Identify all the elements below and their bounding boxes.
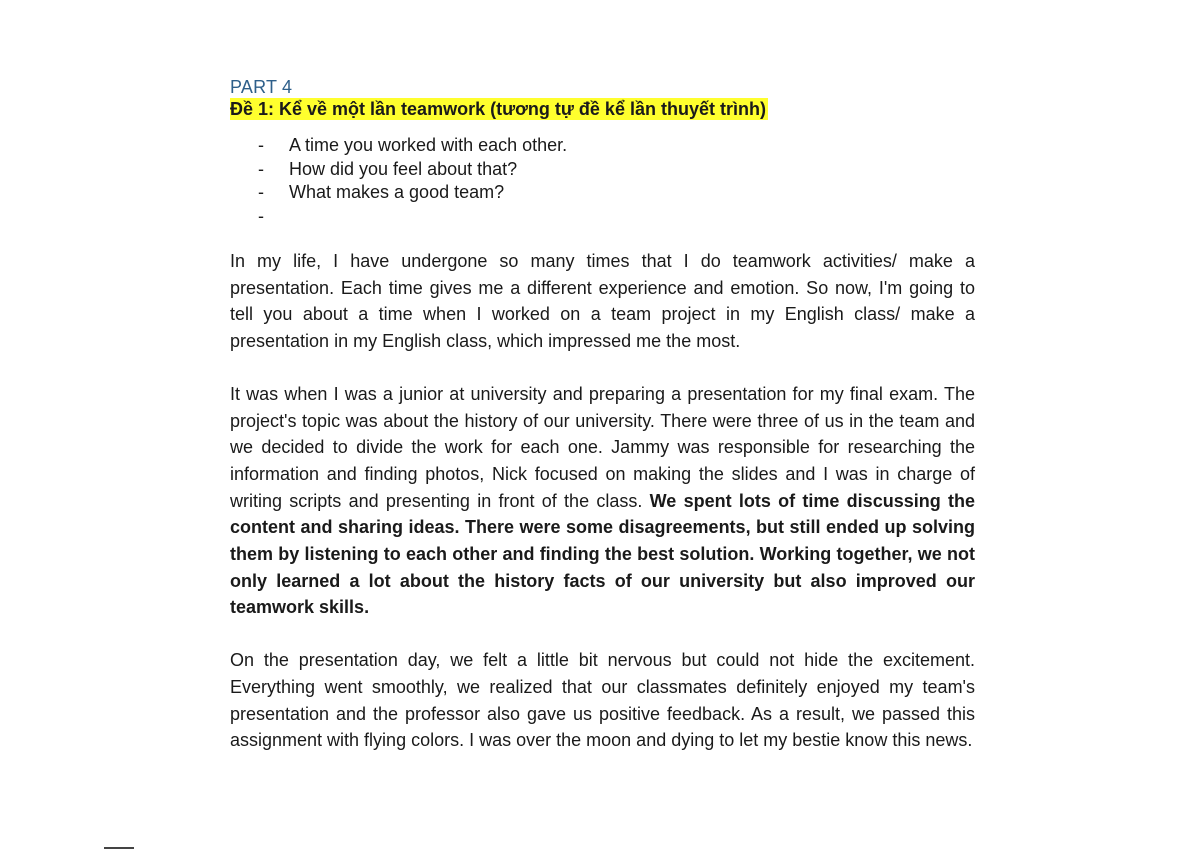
bullet-dash: - bbox=[258, 135, 264, 155]
paragraph-story-bold: We spent lots of time discussing the content and sharing ideas. There were some disagreements, but still ended up solving them by listening to each other and finding the best solution. Working together, we not only learned a lot about the history facts of our university but also improved our teamwork skills. bbox=[230, 490, 975, 618]
prompt-list bbox=[230, 134, 975, 228]
prompt-text: A time you worked with each other. bbox=[289, 135, 568, 155]
prompt-text: How did you feel about that? bbox=[289, 158, 518, 179]
prompt-text: What makes a good team? bbox=[289, 182, 505, 202]
paragraph-intro: In my life, I have undergone so many times that I do teamwork activities/ make a presentation. Each time gives me a different experience and emotion. So now, I'm going to tell you about a time when I worked on a team project in my English class/ make a presentation in my English class, which impressed me the most. bbox=[230, 251, 975, 352]
list-item bbox=[258, 181, 975, 205]
document-body bbox=[230, 76, 975, 754]
list-item bbox=[258, 205, 975, 229]
bullet-dash: - bbox=[258, 182, 264, 202]
paragraph-outcome: On the presentation day, we felt a little bit nervous but could not hide the excitement. Everything went smoothly, we realized that our classmates definitely enjoyed my team's presentation and the professor also gave us positive feedback. As a result, we passed this assignment with flying colors. I was over the moon and dying to let my bestie know this news. bbox=[230, 650, 975, 751]
bullet-dash: - bbox=[258, 205, 264, 226]
bullet-dash: - bbox=[258, 158, 264, 179]
list-item bbox=[258, 158, 975, 182]
list-item bbox=[258, 134, 975, 158]
topic-heading: Đề 1: Kể về một lần teamwork (tương tự đề kể lần thuyết trình) bbox=[230, 99, 766, 119]
paragraph-story-plain: It was when I was a junior at university and preparing a presentation for my final exam. The project's topic was about the history of our university. There were three of us in the team and we decided to divide the work for each one. Jammy was responsible for researching the information and finding photos, Nick focused on making the slides and I was in charge of writing scripts and presenting in front of the class. bbox=[230, 383, 975, 511]
part-title: PART 4 bbox=[230, 77, 293, 97]
paragraph-story bbox=[230, 381, 975, 621]
